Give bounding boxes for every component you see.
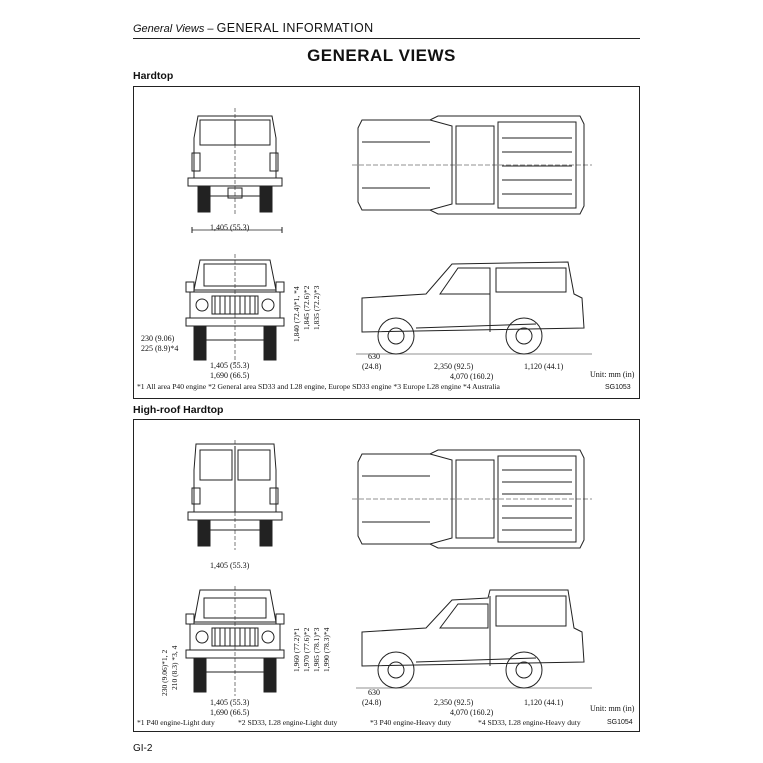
hardtop-clearance-2: 225 (8.9)*4: [141, 344, 179, 353]
page-number: GI-2: [133, 743, 153, 754]
hardtop-side-view: [356, 254, 592, 366]
highroof-height-1: 1,960 (77.2)*1: [292, 627, 301, 672]
header-rule: [133, 38, 640, 39]
hardtop-height-1: 1,840 (72.4)*1, *4: [292, 286, 301, 342]
highroof-footnote-1: *1 P40 engine-Light duty: [137, 718, 215, 727]
highroof-front-view: [180, 586, 290, 698]
hardtop-top-view: [352, 112, 592, 218]
header-section-title: GENERAL INFORMATION: [216, 21, 374, 35]
hardtop-wheelbase: 2,350 (92.5): [434, 362, 474, 371]
hardtop-front-overhang-in: (24.8): [362, 362, 382, 371]
hardtop-footnote: *1 All area P40 engine *2 General area SD33 and L28 engine, Europe SD33 engine *3 Europe L28 engine *4 Australia: [137, 382, 500, 391]
hardtop-unit: Unit: mm (in): [590, 370, 635, 379]
hardtop-rear-overhang: 1,120 (44.1): [524, 362, 564, 371]
highroof-overall-width: 1,690 (66.5): [210, 708, 250, 717]
hardtop-height-2: 1,845 (72.6)*2: [302, 285, 311, 330]
highroof-unit: Unit: mm (in): [590, 704, 635, 713]
hardtop-height-3: 1,835 (72.2)*3: [312, 285, 321, 330]
highroof-clearance-2: 210 (8.3) *3, 4: [170, 645, 179, 690]
highroof-top-width: 1,405 (55.3): [210, 561, 250, 570]
highroof-side-view: [356, 588, 592, 700]
highroof-rear-overhang: 1,120 (44.1): [524, 698, 564, 707]
highroof-height-2: 1,970 (77.6)*2: [302, 627, 311, 672]
hardtop-front-width: 1,405 (55.3): [210, 361, 250, 370]
hardtop-clearance-1: 230 (9.06): [141, 334, 175, 343]
hardtop-top-width-arrow: [192, 227, 282, 233]
highroof-footnote-2: *2 SD33, L28 engine-Light duty: [238, 718, 338, 727]
hardtop-top-width: 1,405 (55.3): [210, 223, 250, 232]
hardtop-rear-view: [180, 108, 290, 218]
highroof-front-width: 1,405 (55.3): [210, 698, 250, 707]
highroof-wheelbase: 2,350 (92.5): [434, 698, 474, 707]
highroof-figure-code: SG1054: [607, 719, 633, 726]
page-title: GENERAL VIEWS: [307, 46, 456, 65]
highroof-rear-view: [180, 440, 290, 552]
hardtop-overall-width: 1,690 (66.5): [210, 371, 250, 380]
highroof-front-overhang-in: (24.8): [362, 698, 382, 707]
highroof-height-3: 1,985 (78.1)*3: [312, 627, 321, 672]
hardtop-figure-code: SG1053: [605, 384, 631, 391]
highroof-footnote-3: *3 P40 engine-Heavy duty: [370, 718, 452, 727]
highroof-top-view: [352, 446, 592, 552]
hardtop-front-view: [180, 254, 290, 366]
header-italic: General Views –: [133, 23, 214, 35]
hardtop-overall-length: 4,070 (160.2): [450, 372, 494, 381]
highroof-footnote-4: *4 SD33, L28 engine-Heavy duty: [478, 718, 581, 727]
section-label-hardtop: Hardtop: [133, 70, 174, 82]
running-header: [133, 21, 374, 35]
highroof-height-4: 1,990 (78.3)*4: [322, 627, 331, 672]
highroof-front-overhang: 630: [368, 688, 380, 697]
highroof-clearance-1: 230 (9.06)*1, 2: [160, 649, 169, 696]
highroof-overall-length: 4,070 (160.2): [450, 708, 494, 717]
section-label-highroof: High-roof Hardtop: [133, 404, 224, 416]
hardtop-front-overhang: 630: [368, 352, 380, 361]
